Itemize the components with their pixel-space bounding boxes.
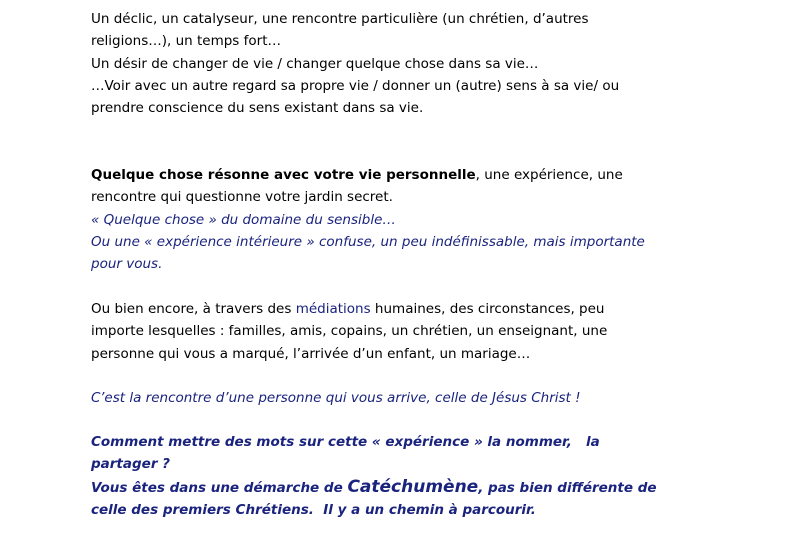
resonance-bold-text: Quelque chose résonne avec votre vie personnelle bbox=[91, 167, 476, 183]
intro-line-2: religions…), un temps fort… bbox=[91, 33, 281, 50]
closing-line-3 bbox=[91, 476, 731, 499]
mediations-line-1-start: Ou bien encore, à travers des bbox=[91, 301, 296, 317]
closing-line-2: partager ? bbox=[91, 456, 171, 473]
encounter-line: C’est la rencontre d’une personne qui vous arrive, celle de Jésus Christ ! bbox=[91, 390, 581, 406]
mediations-line-1 bbox=[91, 298, 731, 320]
intro-line-1: Un déclic, un catalyseur, une rencontre particulière (un chrétien, d’autres bbox=[91, 11, 589, 27]
resonance-line-5: pour vous. bbox=[91, 256, 163, 273]
mediations-word: médiations bbox=[295, 301, 371, 317]
intro-line-5: prendre conscience du sens existant dans sa vie. bbox=[91, 100, 424, 117]
resonance-paragraph bbox=[91, 164, 731, 275]
resonance-line-2: rencontre qui questionne votre jardin secret. bbox=[91, 189, 393, 206]
intro-paragraph bbox=[91, 8, 731, 119]
closing-paragraph bbox=[91, 431, 731, 521]
mediations-line-1-end: humaines, des circonstances, peu bbox=[370, 301, 605, 317]
resonance-line-1-rest: , une expérience, une bbox=[475, 167, 623, 183]
resonance-line-3: « Quelque chose » du domaine du sensible… bbox=[91, 211, 396, 228]
closing-line-4: celle des premiers Chrétiens. Il y a un chemin à parcourir. bbox=[91, 501, 536, 518]
mediations-paragraph bbox=[91, 298, 731, 365]
closing-line-1: Comment mettre des mots sur cette « expérience » la nommer, la bbox=[91, 434, 600, 450]
mediations-line-3: personne qui vous a marqué, l’arrivée d’un enfant, un mariage… bbox=[91, 345, 531, 362]
mediations-line-2: importe lesquelles : familles, amis, copains, un chrétien, un enseignant, une bbox=[91, 323, 608, 340]
resonance-line-4: Ou une « expérience intérieure » confuse, un peu indéfinissable, mais importante bbox=[91, 233, 645, 250]
encounter-paragraph bbox=[91, 387, 731, 409]
closing-line-3-end: , pas bien différente de bbox=[478, 479, 657, 496]
intro-line-4: …Voir avec un autre regard sa propre vie / donner un (autre) sens à sa vie/ ou bbox=[91, 77, 620, 94]
closing-line-3-start: Vous êtes dans une démarche de bbox=[91, 479, 348, 496]
resonance-line-1 bbox=[91, 164, 731, 186]
catechumene-word: Catéchumène bbox=[347, 476, 479, 497]
intro-line-3: Un désir de changer de vie / changer quelque chose dans sa vie… bbox=[91, 55, 539, 72]
